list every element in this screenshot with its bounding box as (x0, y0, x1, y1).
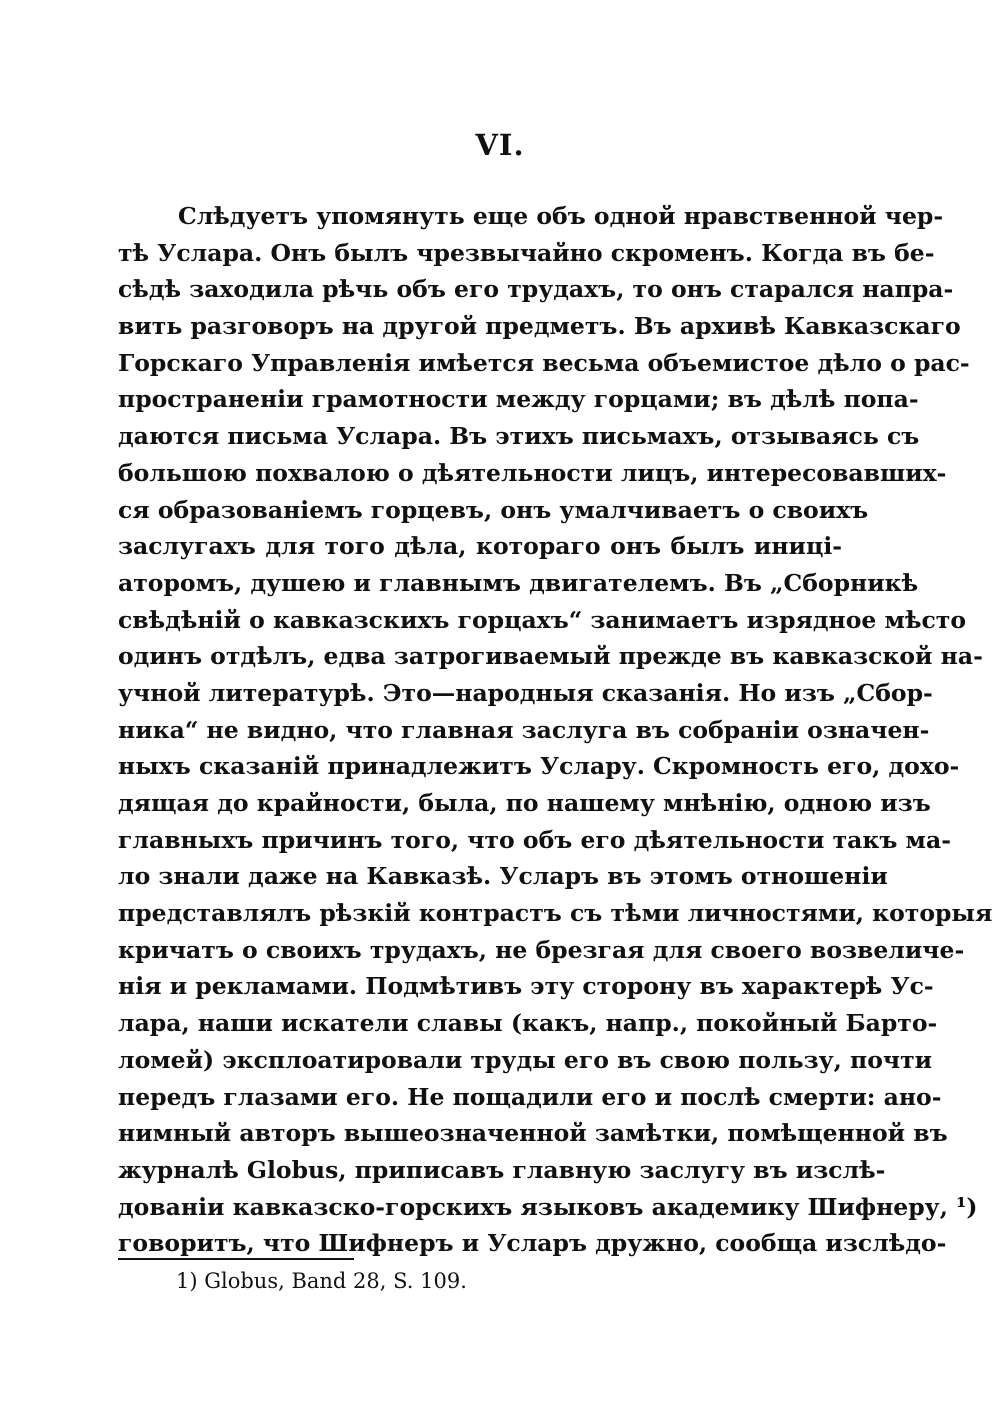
text-line: сѣдѣ заходила рѣчь объ его трудахъ, то онъ старался напра- (118, 275, 954, 304)
text-line: говоритъ, что Шифнеръ и Усларъ дружно, сообща изслѣдо- (118, 1229, 947, 1258)
text-line: Слѣдуетъ упомянуть еще объ одной нравственной чер- (178, 202, 944, 230)
text-line: одинъ отдѣлъ, едва затрогиваемый прежде въ кавказской на- (118, 642, 983, 671)
text-line: представлялъ рѣзкій контрастъ съ тѣми личностями, которыя (118, 899, 993, 928)
text-line: аторомъ, душею и главнымъ двигателемъ. Въ „Сборникѣ (118, 568, 919, 597)
text-line: нимный авторъ вышеозначенной замѣтки, помѣщенной въ (118, 1119, 948, 1148)
text-line: заслугахъ для того дѣла, котораго онъ былъ иниці- (118, 532, 842, 561)
text-line: даются письма Услара. Въ этихъ письмахъ, отзываясь съ (118, 422, 920, 451)
text-line: журналѣ Globus, приписавъ главную заслугу въ изслѣ- (118, 1155, 886, 1184)
text-line: дящая до крайности, была, по нашему мнѣнію, одною изъ (118, 789, 931, 817)
text-line: большою похвалою о дѣятельности лицъ, интересовавших- (118, 458, 947, 487)
text-line: ника“ не видно, что главная заслуга въ собраніи означен- (118, 715, 930, 744)
text-line: лара, наши искатели славы (какъ, напр., покойный Барто- (118, 1009, 938, 1038)
text-line: пространеніи грамотности между горцами; въ дѣлѣ попа- (118, 385, 919, 414)
text-line: главныхъ причинъ того, что объ его дѣятельности такъ ма- (118, 825, 951, 854)
text-line: вить разговоръ на другой предметъ. Въ архивѣ Кавказскаго (118, 312, 961, 341)
text-line: ся образованіемъ горцевъ, онъ умалчиваетъ о своихъ (118, 495, 869, 524)
text-line: ныхъ сказаній принадлежитъ Услару. Скромность его, дохо- (118, 752, 960, 781)
text-line: свѣдѣній о кавказскихъ горцахъ“ занимаетъ изрядное мѣсто (118, 605, 967, 634)
text-line: кричатъ о своихъ трудахъ, не брезгая для своего возвеличе- (118, 935, 965, 964)
text-line: дованіи кавказско-горскихъ языковъ академику Шифнеру, ¹) (118, 1192, 978, 1221)
footnote: 1) Globus, Band 28, S. 109. (176, 1269, 467, 1293)
body-text (118, 198, 993, 1262)
text-line: учной литературѣ. Это—народныя сказанія. Но изъ „Сбор- (118, 678, 933, 707)
text-line: Горскаго Управленія имѣется весьма объемистое дѣло о рас- (118, 348, 970, 377)
text-line: ло знали даже на Кавказѣ. Усларъ въ этомъ отношеніи (118, 862, 888, 891)
chapter-heading: VI. (475, 128, 525, 162)
text-line: ломей) эксплоатировали труды его въ свою пользу, почти (118, 1045, 933, 1074)
text-line: нія и рекламами. Подмѣтивъ эту сторону въ характерѣ Ус- (118, 972, 934, 1001)
text-line: передъ глазами его. Не пощадили его и послѣ смерти: ано- (118, 1082, 942, 1111)
footnote-divider (118, 1258, 354, 1260)
text-line: тѣ Услара. Онъ былъ чрезвычайно скроменъ. Когда въ бе- (118, 238, 935, 267)
